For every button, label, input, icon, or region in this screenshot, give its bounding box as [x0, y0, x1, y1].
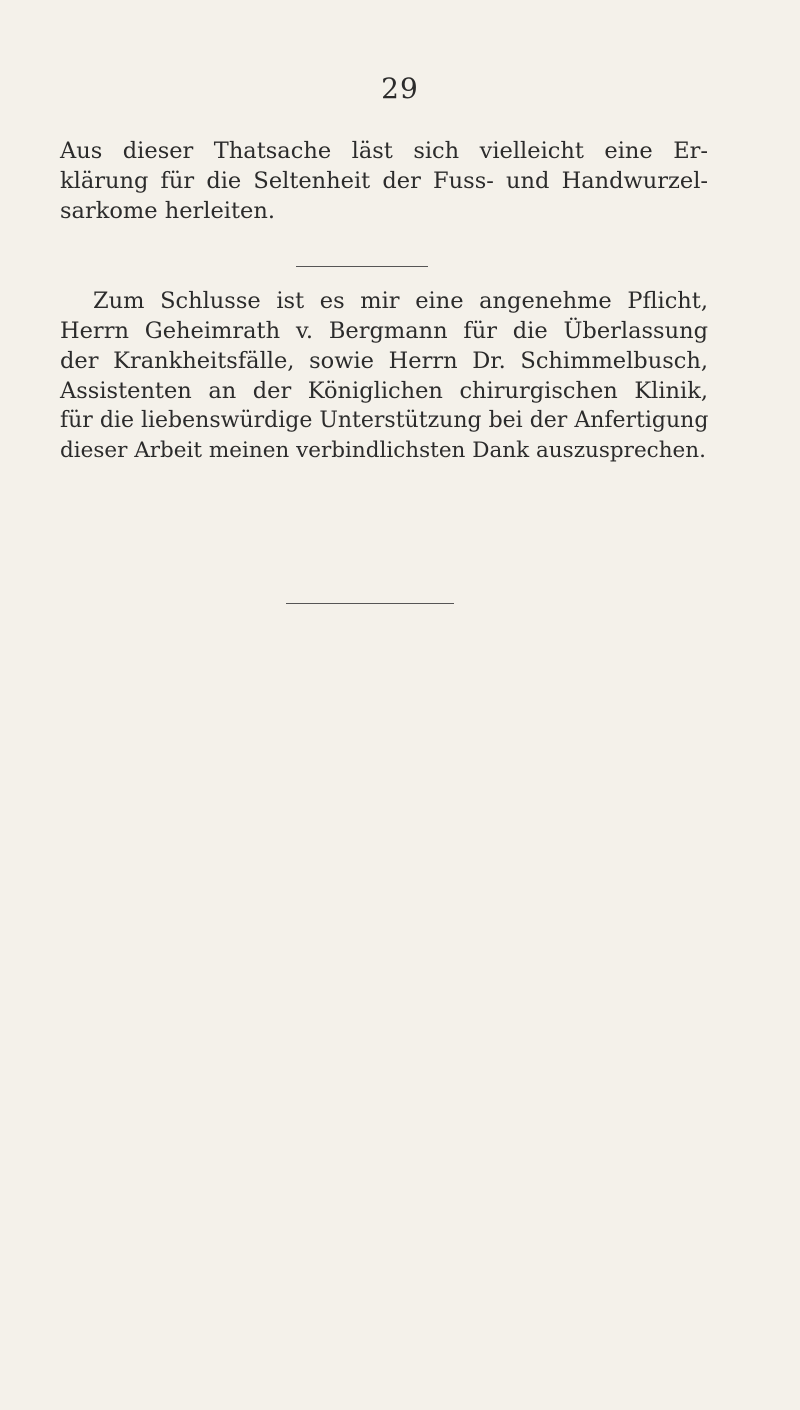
paragraph-line: Herrn Geheimrath v. Bergmann für die Überlassung — [60, 318, 708, 344]
paragraph-line: Zum Schlusse ist es mir eine angenehme Pflicht, — [93, 288, 708, 314]
paragraph-line: klärung für die Seltenheit der Fuss- und Handwurzel- — [60, 168, 708, 194]
page-number: 29 — [381, 72, 419, 105]
paragraph-line: Aus dieser Thatsache läst sich vielleicht eine Er- — [60, 138, 708, 164]
paragraph-line: dieser Arbeit meinen verbindlichsten Dank auszusprechen. — [60, 438, 706, 463]
paragraph-line: Assistenten an der Königlichen chirurgischen Klinik, — [60, 378, 708, 404]
section-divider — [296, 266, 428, 267]
end-divider — [286, 603, 454, 604]
paragraph-line: sarkome herleiten. — [60, 198, 275, 224]
paragraph-line: für die liebenswürdige Unterstützung bei der Anfertigung — [60, 408, 709, 433]
paragraph-line: der Krankheitsfälle, sowie Herrn Dr. Schimmelbusch, — [60, 348, 708, 374]
